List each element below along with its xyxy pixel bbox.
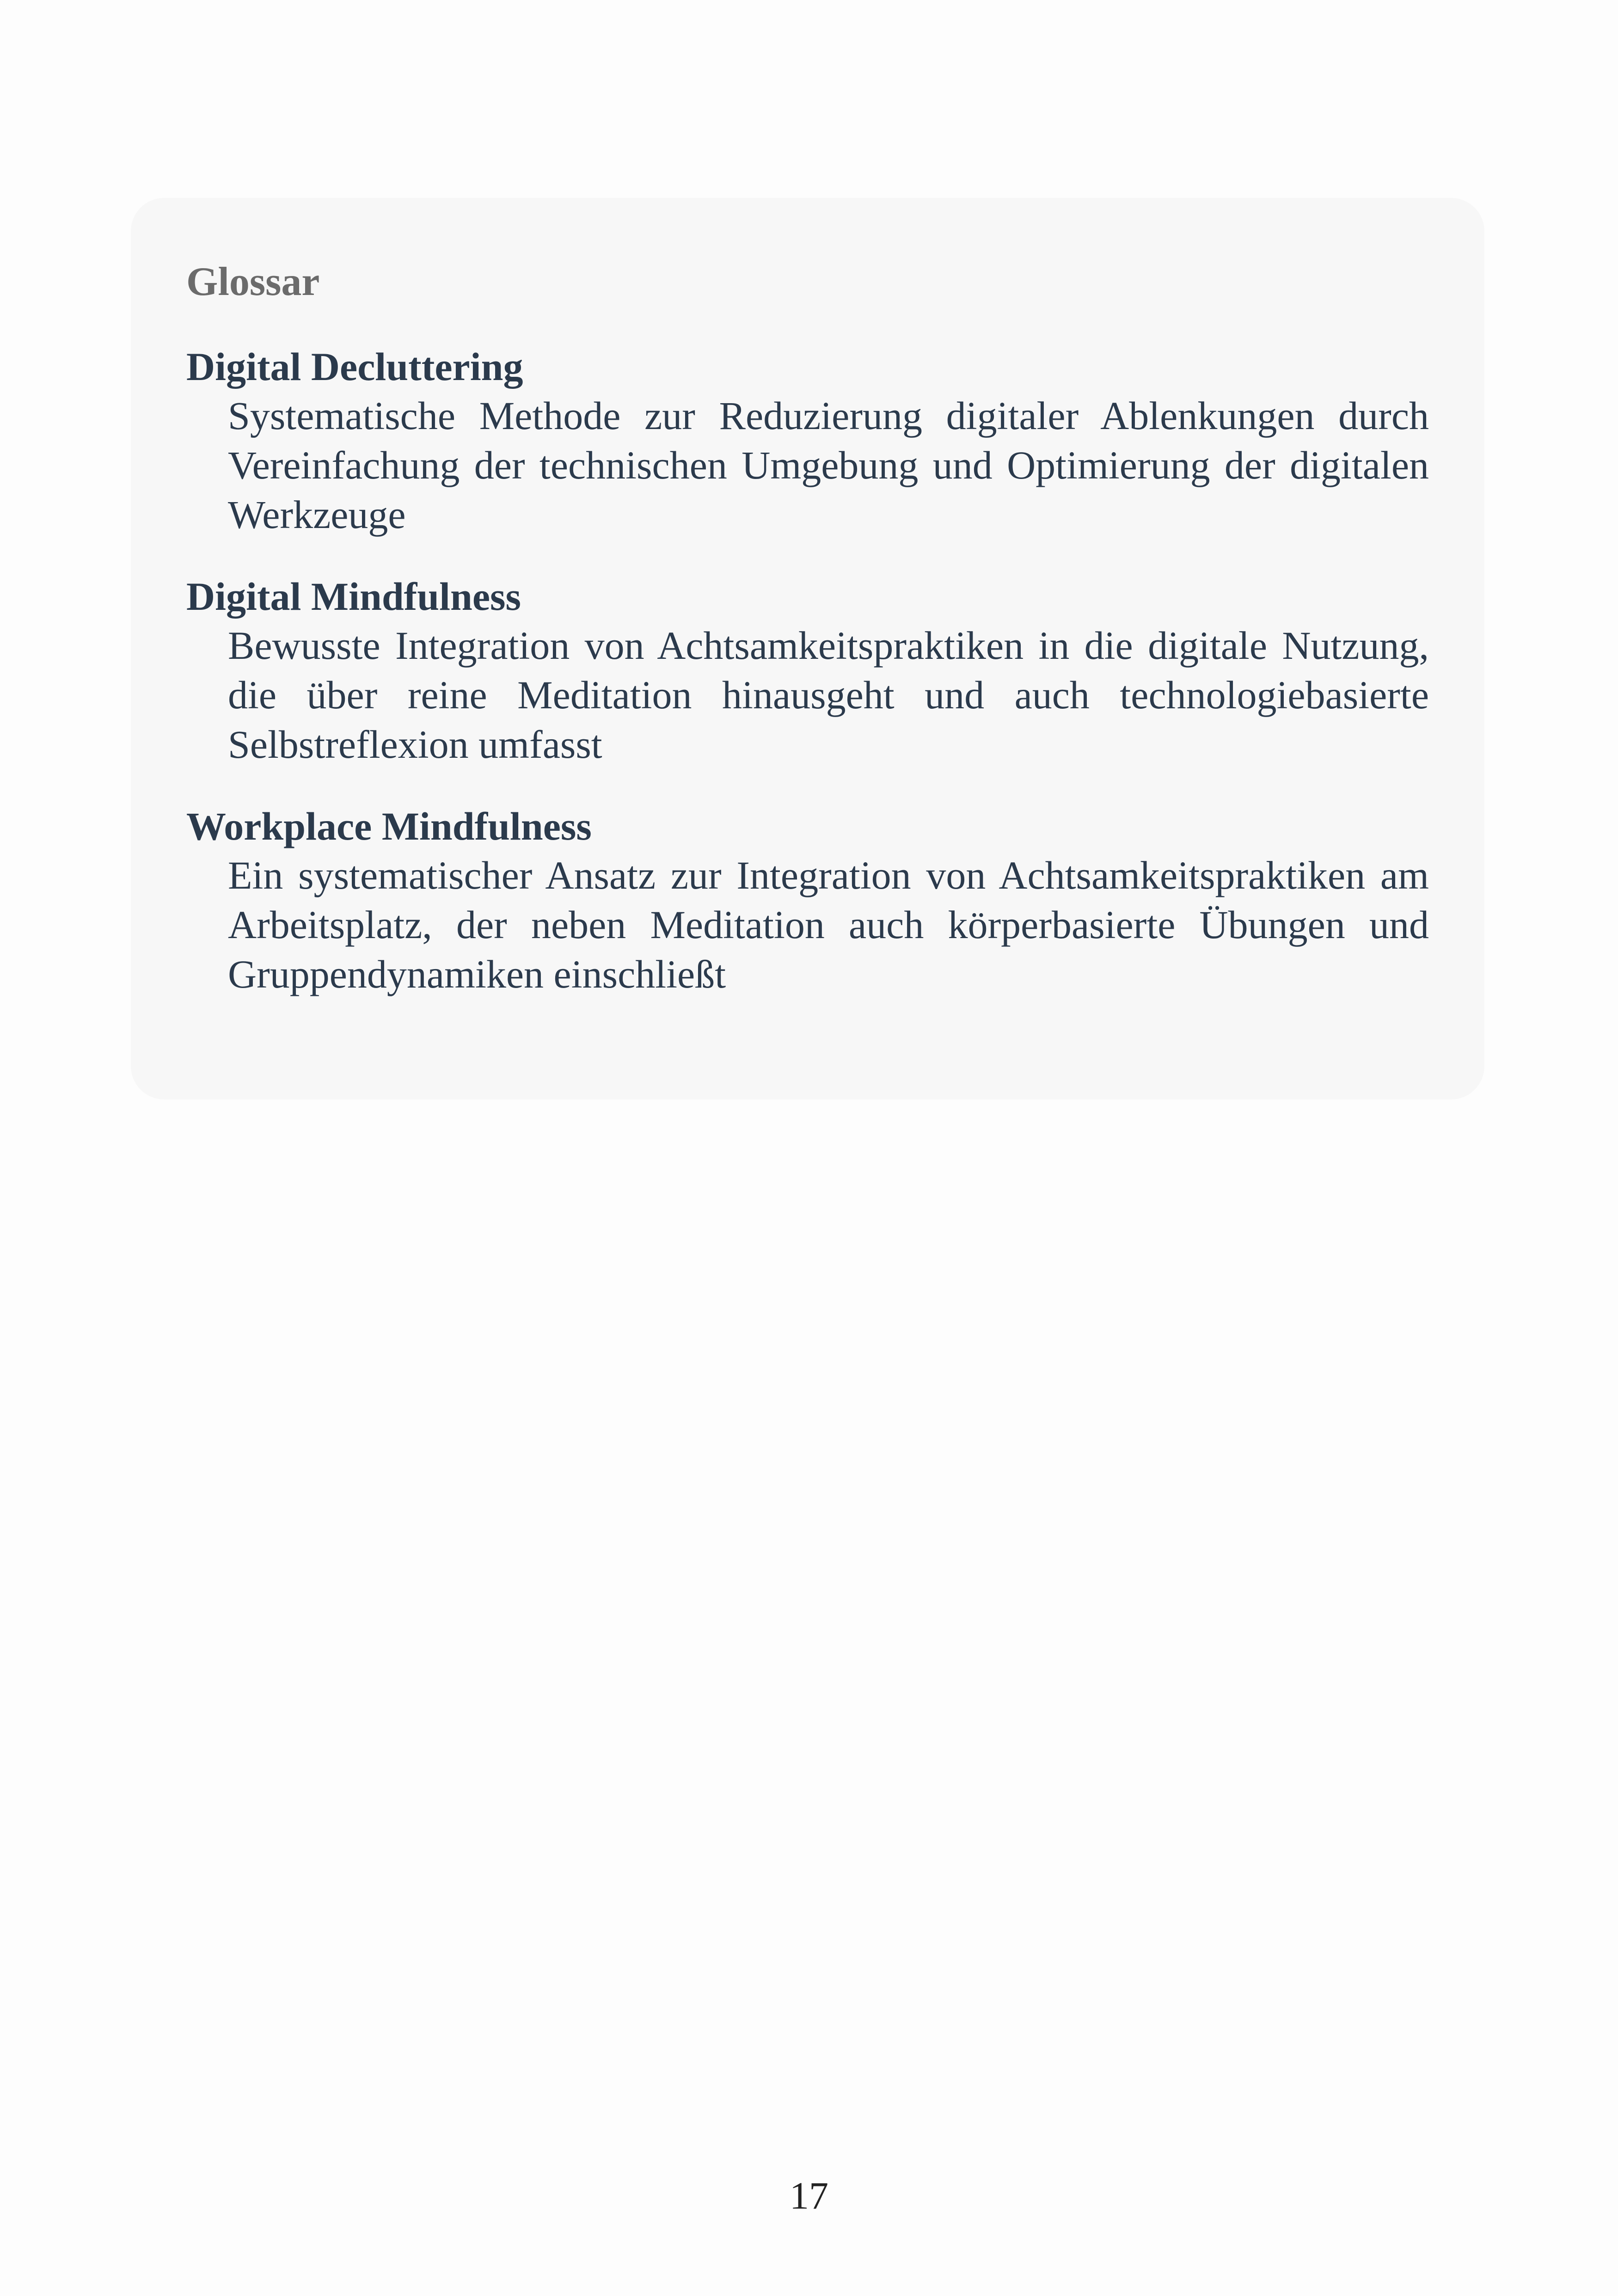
glossary-definition: Systematische Methode zur Reduzierung digitaler Ablenkungen durch Vereinfachung der technischen Umgebung und Optimierung der digitalen Werkzeuge: [228, 393, 1429, 537]
glossary-term: Workplace Mindfulness: [186, 804, 592, 848]
glossary-box: [131, 198, 1484, 1099]
glossary-definition: Ein systematischer Ansatz zur Integration von Achtsamkeitspraktiken am Arbeitsplatz, der neben Meditation auch körperbasierte Übungen und Gruppendynamiken einschließt: [228, 853, 1429, 996]
glossary-title: Glossar: [186, 259, 320, 304]
glossary-definition: Bewusste Integration von Achtsamkeitspraktiken in die digitale Nutzung, die über reine Meditation hinausgeht und auch technologiebasierte Selbstreflexion umfasst: [228, 623, 1429, 767]
glossary-term: Digital Decluttering: [186, 344, 523, 389]
glossary-term: Digital Mindfulness: [186, 574, 521, 619]
page-number: 17: [790, 2174, 828, 2217]
glossary-entry: [186, 802, 1429, 999]
glossary-entry: [186, 572, 1429, 769]
glossary-entry: [186, 342, 1429, 540]
